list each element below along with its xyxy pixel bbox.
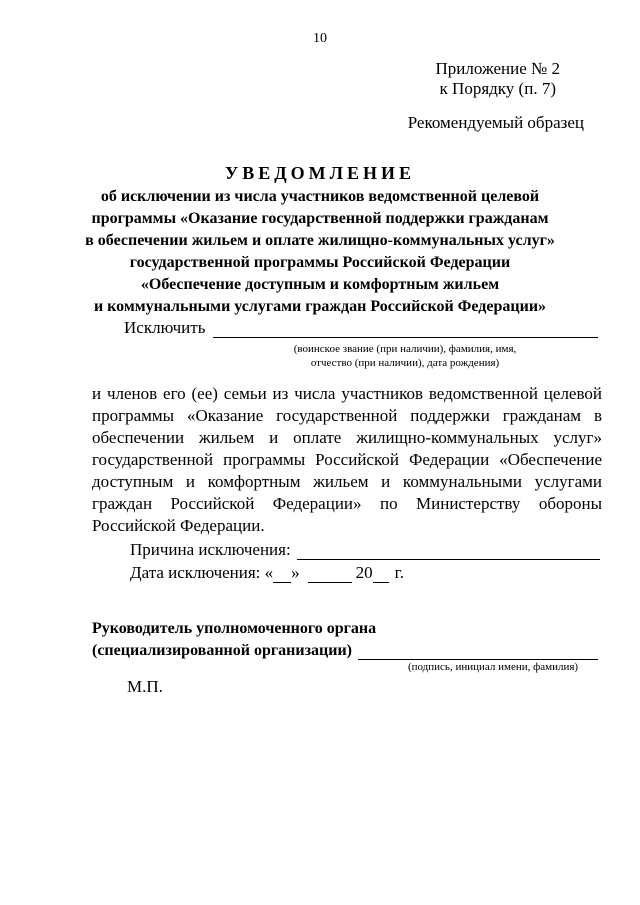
signature-field[interactable] — [358, 641, 598, 660]
head-title-line-2: (специализированной организации) — [92, 642, 352, 659]
exclude-name-field[interactable] — [213, 319, 598, 338]
subtitle-line: государственной программы Российской Федерации — [129, 254, 511, 271]
head-signature-row — [92, 641, 598, 660]
appendix-line-2: к Порядку (п. 7) — [439, 79, 556, 98]
exclude-caption-line-1: (воинское звание (при наличии), фамилия, имя, — [293, 343, 517, 355]
exclude-caption-line-2: отчество (при наличии), дата рождения) — [310, 357, 500, 369]
date-year-prefix: 20 — [355, 563, 373, 582]
subtitle-line: об исключении из числа участников ведомственной целевой — [100, 188, 540, 205]
exclude-label: Исключить — [124, 318, 206, 337]
date-year-field[interactable] — [373, 564, 389, 583]
subtitle-line: в обеспечении жильем и оплате жилищно-коммунальных услуг» — [85, 232, 555, 249]
date-close-quote: » — [291, 563, 300, 582]
stamp-place-label: М.П. — [127, 677, 163, 696]
reason-label: Причина исключения: — [130, 540, 291, 559]
signature-caption: (подпись, инициал имени, фамилия) — [407, 661, 579, 673]
document-title: УВЕДОМЛЕНИЕ — [224, 163, 416, 183]
sample-label: Рекомендуемый образец — [407, 113, 584, 132]
appendix-line-1: Приложение № 2 — [435, 59, 560, 78]
document-subtitle — [60, 186, 580, 318]
subtitle-line: и коммунальными услугами граждан Российской Федерации» — [93, 298, 547, 315]
exclusion-date-row — [130, 563, 404, 583]
date-label: Дата исключения: « — [130, 563, 274, 582]
date-month-field[interactable] — [308, 564, 352, 583]
subtitle-line: «Обеспечение доступным и комфортным жильем — [140, 276, 500, 293]
date-day-field[interactable] — [273, 564, 291, 583]
appendix-reference — [436, 59, 560, 99]
date-year-suffix: г. — [394, 563, 404, 582]
exclude-caption — [240, 342, 570, 370]
exclude-row — [124, 318, 598, 338]
body-paragraph: и членов его (ее) семьи из числа участников ведомственной целевой программы «Оказание государственной поддержки гражданам в обеспечении жильем и оплате жилищно-коммунальных услуг» государственной программы Российской Федерации «Обеспечение доступным и комфортным жильем и коммунальными услугами граждан Российской Федерации» по Министерству обороны Российской Федерации. — [92, 384, 602, 535]
page-number: 10 — [313, 31, 327, 46]
subtitle-line: программы «Оказание государственной поддержки гражданам — [91, 210, 549, 227]
reason-field[interactable] — [297, 541, 600, 560]
head-title-line-1: Руководитель уполномоченного органа — [92, 620, 377, 637]
reason-row — [130, 540, 600, 560]
